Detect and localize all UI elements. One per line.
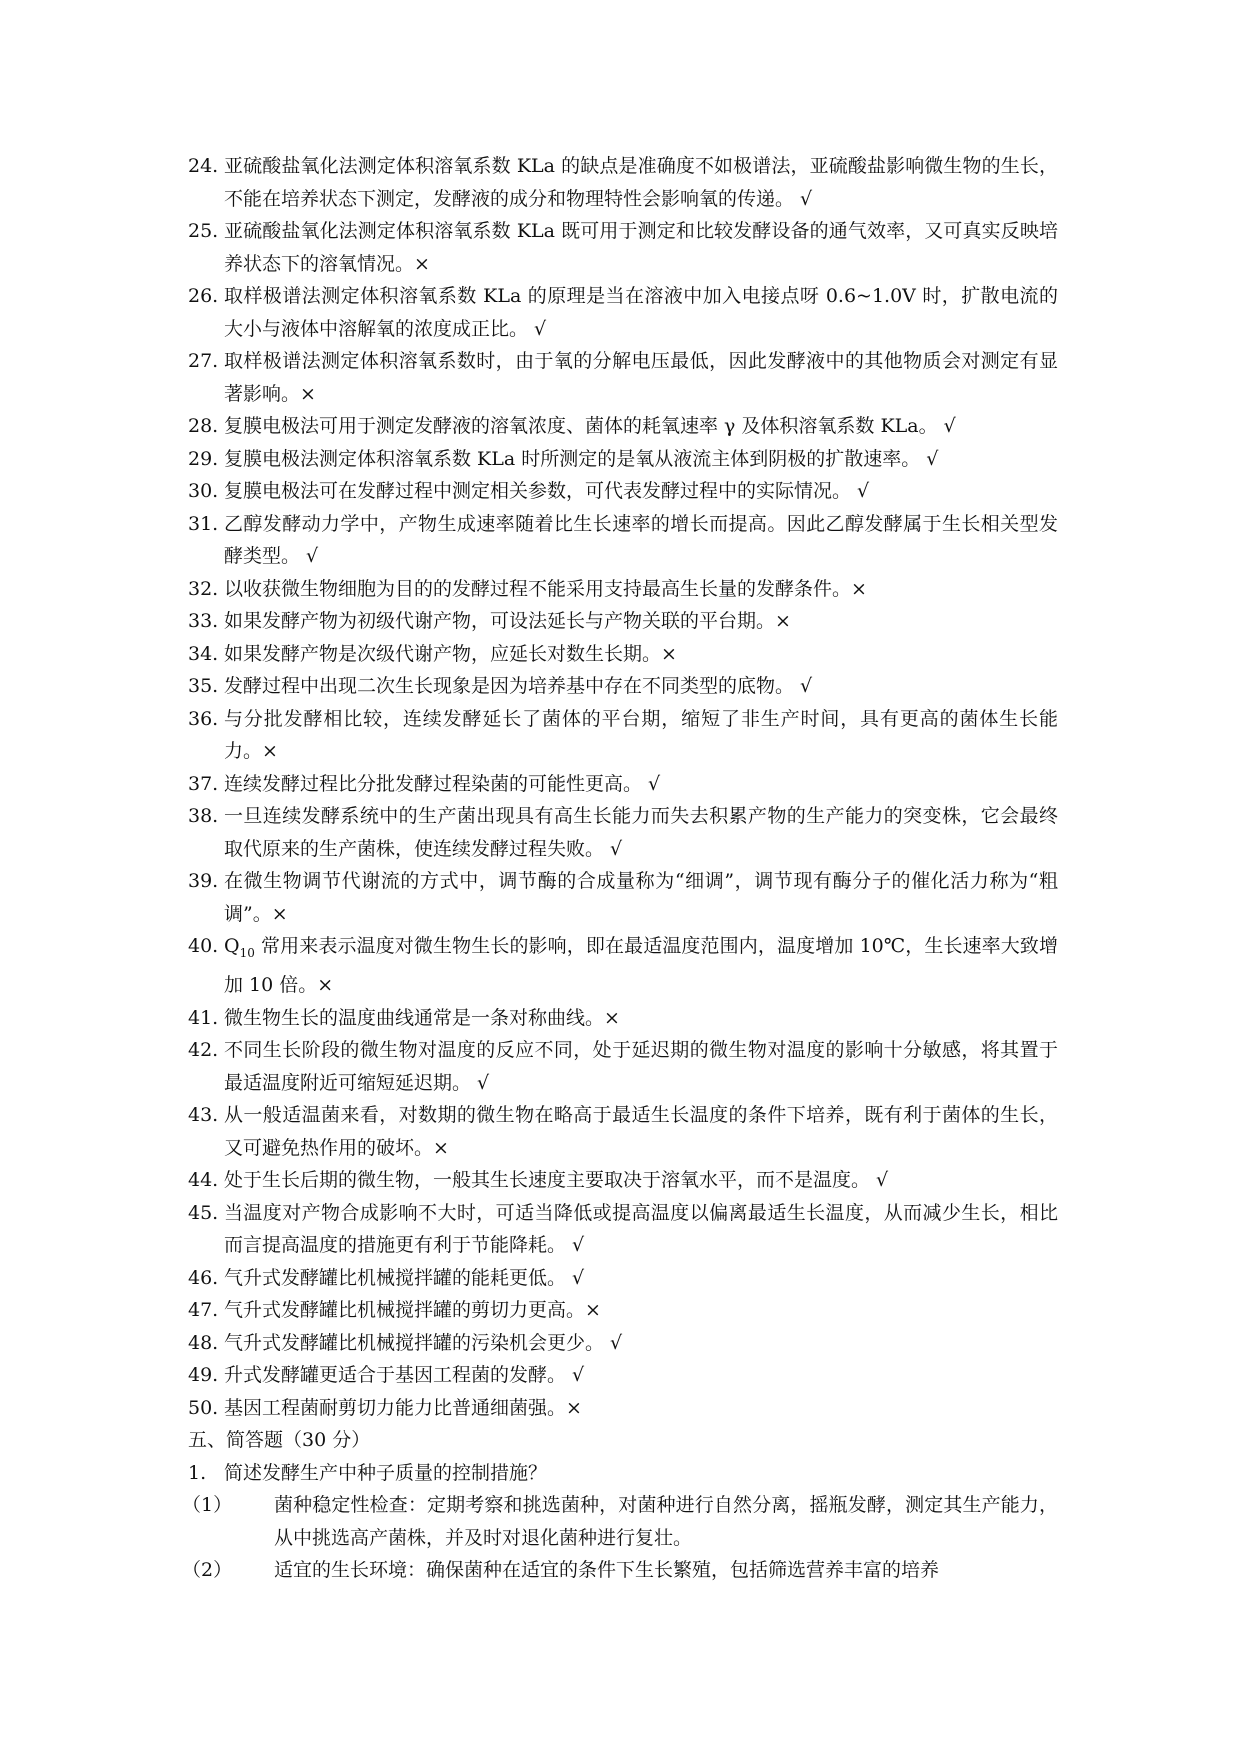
item-number: 29. [188,447,219,470]
item-text: 发酵过程中出现二次生长现象是因为培养基中存在不同类型的底物。 √ [224,675,813,697]
item-number: 47. [188,1299,219,1322]
list-item [188,800,1058,865]
answer-text: 菌种稳定性检查：定期考察和挑选菌种，对菌种进行自然分离，摇瓶发酵，测定其生产能力，从中挑选高产菌株，并及时对退化菌种进行复壮。 [274,1494,1058,1549]
item-text: 当温度对产物合成影响不大时，可适当降低或提高温度以偏离最适生长温度，从而减少生长，相比而言提高温度的措施更有利于节能降耗。 √ [224,1201,1058,1257]
item-number: 33. [188,610,219,632]
item-number: 45. [188,1201,219,1224]
item-text: 气升式发酵罐比机械搅拌罐的能耗更低。 √ [224,1266,585,1289]
item-text: 亚硫酸盐氧化法测定体积溶氧系数 KLa 的缺点是准确度不如极谱法，亚硫酸盐影响微生物的生长，不能在培养状态下测定，发酵液的成分和物理特性会影响氧的传递。 √ [224,155,1058,210]
list-item [188,1197,1058,1262]
item-number: 24. [188,155,219,177]
answer-number: （2） [182,1559,233,1582]
item-number: 26. [188,285,219,307]
item-text: 在微生物调节代谢流的方式中，调节酶的合成量称为“细调”，调节现有酶分子的催化活力称为“粗调”。× [224,870,1058,925]
list-item [188,1262,1058,1295]
item-text: 不同生长阶段的微生物对温度的反应不同，处于延迟期的微生物对温度的影响十分敏感，将其置于最适温度附近可缩短延迟期。 √ [224,1039,1058,1094]
list-item [188,443,1058,476]
list-item [188,215,1058,280]
item-text: 复膜电极法测定体积溶氧系数 KLa 时所测定的是氧从液流主体到阴极的扩散速率。 √ [224,447,939,470]
item-text: 气升式发酵罐比机械搅拌罐的剪切力更高。× [224,1299,601,1322]
item-text: 取样极谱法测定体积溶氧系数 KLa 的原理是当在溶液中加入电接点呀 0.6~1.0V 时，扩散电流的大小与液体中溶解氧的浓度成正比。 √ [224,285,1058,340]
answer-item [182,1489,1058,1554]
list-item [188,1164,1058,1197]
item-text: 升式发酵罐更适合于基因工程菌的发酵。 √ [224,1364,585,1387]
list-item [188,865,1058,930]
item-number: 41. [188,1006,219,1029]
list-item [188,605,1058,638]
item-text: 以收获微生物细胞为目的的发酵过程不能采用支持最高生长量的发酵条件。× [224,577,867,600]
item-number: 38. [188,805,219,827]
item-number: 42. [188,1039,219,1062]
list-item [188,1099,1058,1164]
list-item [188,1359,1058,1392]
list-item [188,1034,1058,1099]
list-item [188,1002,1058,1035]
item-text: 气升式发酵罐比机械搅拌罐的污染机会更少。 √ [224,1331,623,1354]
item-text: 复膜电极法可在发酵过程中测定相关参数，可代表发酵过程中的实际情况。 √ [224,480,870,502]
q10-subscript: 10 [239,945,255,960]
item-text [224,930,1058,1002]
answer-item [182,1554,1058,1587]
item-text: 如果发酵产物是次级代谢产物，应延长对数生长期。× [224,642,677,665]
item-text: 从一般适温菌来看，对数期的微生物在略高于最适生长温度的条件下培养，既有利于菌体的生长，又可避免热作用的破坏。× [224,1104,1058,1159]
item-number: 32. [188,577,219,600]
item-number: 35. [188,675,219,697]
item-number: 39. [188,870,219,892]
list-item [188,768,1058,801]
item-text: 处于生长后期的微生物，一般其生长速度主要取决于溶氧水平，而不是温度。 √ [224,1169,889,1192]
question-number: 1. [188,1461,207,1484]
answer-number: （1） [182,1494,233,1517]
item-number: 44. [188,1169,219,1192]
item-number: 28. [188,415,219,437]
item-text-rest: 常用来表示温度对微生物生长的影响，即在最适温度范围内，温度增加 10℃，生长速率大致增加 10 倍。× [224,935,1058,997]
item-number: 46. [188,1266,219,1289]
item-number: 37. [188,772,219,795]
item-number: 43. [188,1104,219,1127]
question-text: 简述发酵生产中种子质量的控制措施？ [224,1461,548,1484]
list-item [188,345,1058,410]
item-text: 如果发酵产物为初级代谢产物，可设法延长与产物关联的平台期。× [224,610,791,632]
item-text: 一旦连续发酵系统中的生产菌出现具有高生长能力而失去积累产物的生产能力的突变株，它会最终取代原来的生产菌株，使连续发酵过程失败。 √ [224,805,1058,860]
item-number: 34. [188,642,219,665]
item-number: 48. [188,1331,219,1354]
list-item [188,670,1058,703]
list-item [188,475,1058,508]
item-number: 25. [188,220,219,242]
list-item [188,703,1058,768]
section-heading: 五、简答题（30 分） [188,1429,371,1452]
item-text: 与分批发酵相比较，连续发酵延长了菌体的平台期，缩短了非生产时间，具有更高的菌体生长能力。× [224,707,1058,762]
item-number: 36. [188,707,219,730]
list-item [188,280,1058,345]
list-item [188,573,1058,606]
list-item [188,1327,1058,1360]
item-text: 取样极谱法测定体积溶氧系数时，由于氧的分解电压最低，因此发酵液中的其他物质会对测定有显著影响。× [224,350,1058,405]
item-number: 27. [188,350,219,372]
list-item [188,150,1058,215]
list-item [188,410,1058,443]
item-text: 连续发酵过程比分批发酵过程染菌的可能性更高。 √ [224,772,661,795]
item-number: 50. [188,1396,219,1419]
item-text: 复膜电极法可用于测定发酵液的溶氧浓度、菌体的耗氧速率 γ 及体积溶氧系数 KLa。 √ [224,415,956,437]
item-number: 40. [188,935,219,957]
item-number: 49. [188,1364,219,1387]
list-item [188,1294,1058,1327]
q10-symbol: Q [224,935,240,957]
item-text: 亚硫酸盐氧化法测定体积溶氧系数 KLa 既可用于测定和比较发酵设备的通气效率，又可真实反映培养状态下的溶氧情况。× [224,220,1058,275]
list-item [188,930,1058,1002]
question [188,1457,1058,1490]
item-text: 微生物生长的温度曲线通常是一条对称曲线。× [224,1006,620,1029]
list-item [188,508,1058,573]
list-item [188,638,1058,671]
item-text: 乙醇发酵动力学中，产物生成速率随着比生长速率的增长而提高。因此乙醇发酵属于生长相关型发酵类型。 √ [224,512,1058,567]
item-number: 31. [188,512,219,535]
item-number: 30. [188,480,219,502]
list-item [188,1392,1058,1425]
item-text: 基因工程菌耐剪切力能力比普通细菌强。× [224,1396,582,1419]
page-content [182,150,1058,1587]
answer-text: 适宜的生长环境：确保菌种在适宜的条件下生长繁殖，包括筛选营养丰富的培养 [274,1559,940,1582]
